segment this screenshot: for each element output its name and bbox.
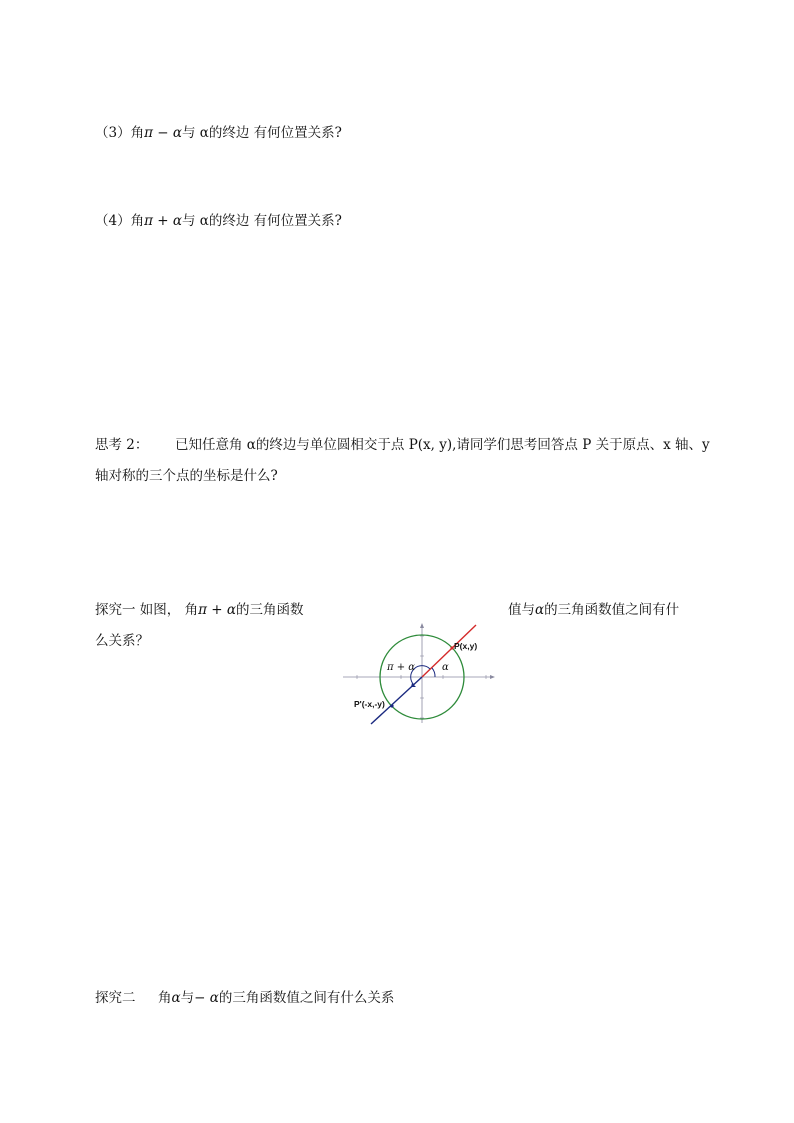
think-2-line-2 [95, 467, 278, 485]
explore-1-text-2: 么关系？ [95, 633, 149, 649]
question-4 [95, 212, 342, 230]
explore-2 [95, 989, 395, 1007]
y-axis-arrow [420, 623, 424, 628]
point-p-prime [390, 704, 393, 707]
explore-2-math-1: α [171, 990, 181, 1006]
ray-p [422, 625, 476, 677]
explore-2-mid: 与 [180, 990, 195, 1006]
explore-1-line-2 [95, 632, 149, 650]
think-2-label: 思考 2： [95, 437, 149, 453]
explore-1-left [95, 601, 303, 619]
explore-1-prefix: 探究一 如图， 角 [95, 602, 199, 618]
question-4-prefix: （4）角 [95, 213, 145, 229]
label-p: P(x,y) [454, 641, 478, 651]
label-p-prime: P'(-x,-y) [354, 699, 385, 709]
think-2-text-1: 已知任意角 α的终边与单位圆相交于点 P(x, y),请同学们思考回答点 P 关于原点、x 轴、y [175, 437, 710, 453]
think-2-text-2: 轴对称的三个点的坐标是什么? [95, 468, 278, 484]
angle-alpha-arc [432, 668, 435, 677]
explore-2-label: 探究二 [95, 990, 136, 1006]
explore-2-prefix: 角 [158, 990, 172, 1006]
question-4-suffix: 与 α的终边 有何位置关系? [181, 213, 342, 229]
explore-2-suffix: 的三角函数值之间有什么关系 [218, 990, 395, 1006]
explore-1-mid: 的三角函数 [235, 602, 304, 618]
explore-2-math-2: − α [194, 990, 219, 1006]
x-axis-arrow [490, 675, 495, 679]
question-3-math: π − α [144, 125, 182, 141]
explore-2-body [158, 989, 394, 1007]
explore-1-math: π + α [198, 602, 236, 618]
question-3-prefix: （3）角 [95, 125, 145, 141]
question-4-math: π + α [144, 213, 182, 229]
explore-1-right-suffix: 的三角函数值之间有什 [544, 602, 680, 618]
question-3-suffix: 与 α的终边 有何位置关系? [181, 125, 342, 141]
think-2-line-1 [95, 436, 710, 454]
explore-1-right-prefix: 值与 [508, 602, 535, 618]
explore-1-right [508, 601, 679, 619]
label-pi-plus-alpha: π + α [387, 662, 416, 673]
label-alpha: α [442, 662, 449, 673]
explore-1-right-math: α [535, 602, 545, 618]
question-3 [95, 124, 342, 142]
unit-circle-figure [340, 622, 496, 728]
